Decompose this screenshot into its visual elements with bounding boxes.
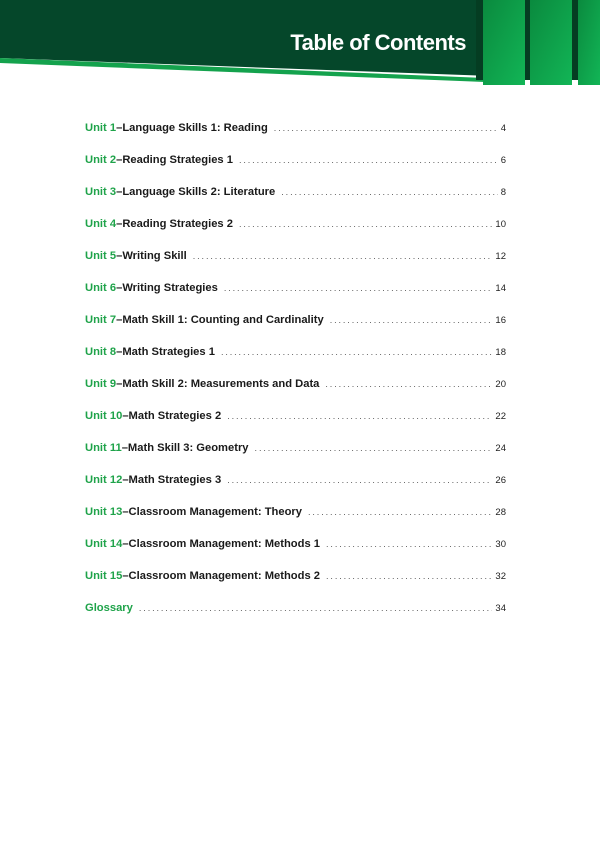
toc-page-number: 12 xyxy=(495,251,506,262)
toc-unit-label: Unit 11 xyxy=(85,442,122,454)
dot-leader xyxy=(281,187,497,197)
toc-entry-title: Math Strategies 3 xyxy=(128,474,222,486)
toc-separator: – xyxy=(116,282,123,294)
toc-entry[interactable] xyxy=(85,570,506,602)
toc-page-number: 20 xyxy=(495,379,506,390)
toc-separator: – xyxy=(122,570,129,582)
dot-leader xyxy=(239,219,492,229)
toc-page-number: 16 xyxy=(495,315,506,326)
toc-unit-label: Unit 9 xyxy=(85,378,117,390)
toc-unit-label: Unit 3 xyxy=(85,186,117,198)
toc-separator: – xyxy=(122,410,129,422)
toc-unit-label: Unit 6 xyxy=(85,282,117,294)
toc-entry[interactable] xyxy=(85,218,506,250)
toc-entry-title: Language Skills 1: Reading xyxy=(122,122,268,134)
toc-page-number: 24 xyxy=(495,443,506,454)
dot-leader xyxy=(221,347,492,357)
toc-separator: – xyxy=(121,442,128,454)
toc-page-number: 8 xyxy=(500,187,506,198)
toc-separator: – xyxy=(116,122,123,134)
toc-unit-label: Unit 5 xyxy=(85,250,117,262)
toc-entry[interactable] xyxy=(85,122,506,154)
toc-unit-label: Unit 12 xyxy=(85,474,123,486)
toc-unit-label: Unit 8 xyxy=(85,346,117,358)
toc-entry[interactable] xyxy=(85,538,506,570)
dot-leader xyxy=(193,251,493,261)
dot-leader xyxy=(239,155,498,165)
toc-page-number: 26 xyxy=(495,475,506,486)
toc-separator: – xyxy=(116,250,123,262)
toc-page-number: 34 xyxy=(495,603,506,614)
toc-unit-label: Unit 7 xyxy=(85,314,117,326)
page-header xyxy=(0,0,600,90)
toc-entry[interactable] xyxy=(85,442,506,474)
toc-separator: – xyxy=(116,154,123,166)
toc-entry-title: Classroom Management: Theory xyxy=(128,506,302,518)
toc-entry-title: Math Skill 3: Geometry xyxy=(127,442,249,454)
toc-entry[interactable] xyxy=(85,410,506,442)
toc-entry-title: Math Skill 2: Measurements and Data xyxy=(122,378,320,390)
toc-separator: – xyxy=(116,314,123,326)
toc-entry-title: Language Skills 2: Literature xyxy=(122,186,276,198)
toc-separator: – xyxy=(116,378,123,390)
toc-entry[interactable] xyxy=(85,250,506,282)
toc-page-number: 22 xyxy=(495,411,506,422)
toc-entry[interactable] xyxy=(85,346,506,378)
toc-entry[interactable] xyxy=(85,282,506,314)
toc-page-number: 28 xyxy=(495,507,506,518)
page-title: Table of Contents xyxy=(290,30,466,55)
toc-entry-title: Reading Strategies 2 xyxy=(122,218,233,230)
toc-entry[interactable] xyxy=(85,378,506,410)
toc-page-number: 6 xyxy=(500,155,506,166)
toc-entry[interactable] xyxy=(85,186,506,218)
dot-leader xyxy=(326,571,492,581)
toc-unit-label: Unit 10 xyxy=(85,410,123,422)
toc-entry-title: Math Strategies 2 xyxy=(128,410,222,422)
dot-leader xyxy=(227,475,492,485)
toc-entry-title: Reading Strategies 1 xyxy=(122,154,233,166)
toc-unit-label: Unit 14 xyxy=(85,538,123,550)
toc-entry-title: Classroom Management: Methods 2 xyxy=(128,570,321,582)
toc-entry-title: Math Skill 1: Counting and Cardinality xyxy=(122,314,324,326)
toc-entry-title: Math Strategies 1 xyxy=(122,346,215,358)
dot-leader xyxy=(326,539,492,549)
toc-unit-label: Unit 1 xyxy=(85,122,117,134)
toc-page-number: 32 xyxy=(495,571,506,582)
toc-entry-title: Writing Skill xyxy=(122,250,187,262)
toc-page-number: 30 xyxy=(495,539,506,550)
dot-leader xyxy=(308,507,492,517)
toc-page-number: 10 xyxy=(495,219,506,230)
toc-entry[interactable] xyxy=(85,474,506,506)
toc-separator: – xyxy=(116,218,123,230)
dot-leader xyxy=(139,603,493,613)
toc-entry[interactable] xyxy=(85,314,506,346)
dot-leader xyxy=(227,411,492,421)
toc-entry[interactable] xyxy=(85,154,506,186)
dot-leader xyxy=(255,443,493,453)
toc-unit-label: Unit 15 xyxy=(85,570,123,582)
toc-separator: – xyxy=(122,506,129,518)
toc-entry-title: Classroom Management: Methods 1 xyxy=(128,538,321,550)
toc-unit-label: Unit 13 xyxy=(85,506,123,518)
toc-unit-label: Unit 4 xyxy=(85,218,117,230)
toc-page-number: 14 xyxy=(495,283,506,294)
toc-separator: – xyxy=(116,346,123,358)
toc-glossary-label: Glossary xyxy=(85,602,133,614)
dot-leader xyxy=(325,379,492,389)
dot-leader xyxy=(274,123,498,133)
toc-separator: – xyxy=(116,186,123,198)
toc-unit-label: Unit 2 xyxy=(85,154,117,166)
toc-entry-title: Writing Strategies xyxy=(122,282,218,294)
dot-leader xyxy=(224,283,493,293)
dot-leader xyxy=(330,315,493,325)
table-of-contents xyxy=(85,122,506,634)
toc-separator: – xyxy=(122,538,129,550)
toc-entry-glossary[interactable] xyxy=(85,602,506,634)
toc-page-number: 18 xyxy=(495,347,506,358)
toc-entry[interactable] xyxy=(85,506,506,538)
toc-separator: – xyxy=(122,474,129,486)
toc-page-number: 4 xyxy=(500,123,506,134)
